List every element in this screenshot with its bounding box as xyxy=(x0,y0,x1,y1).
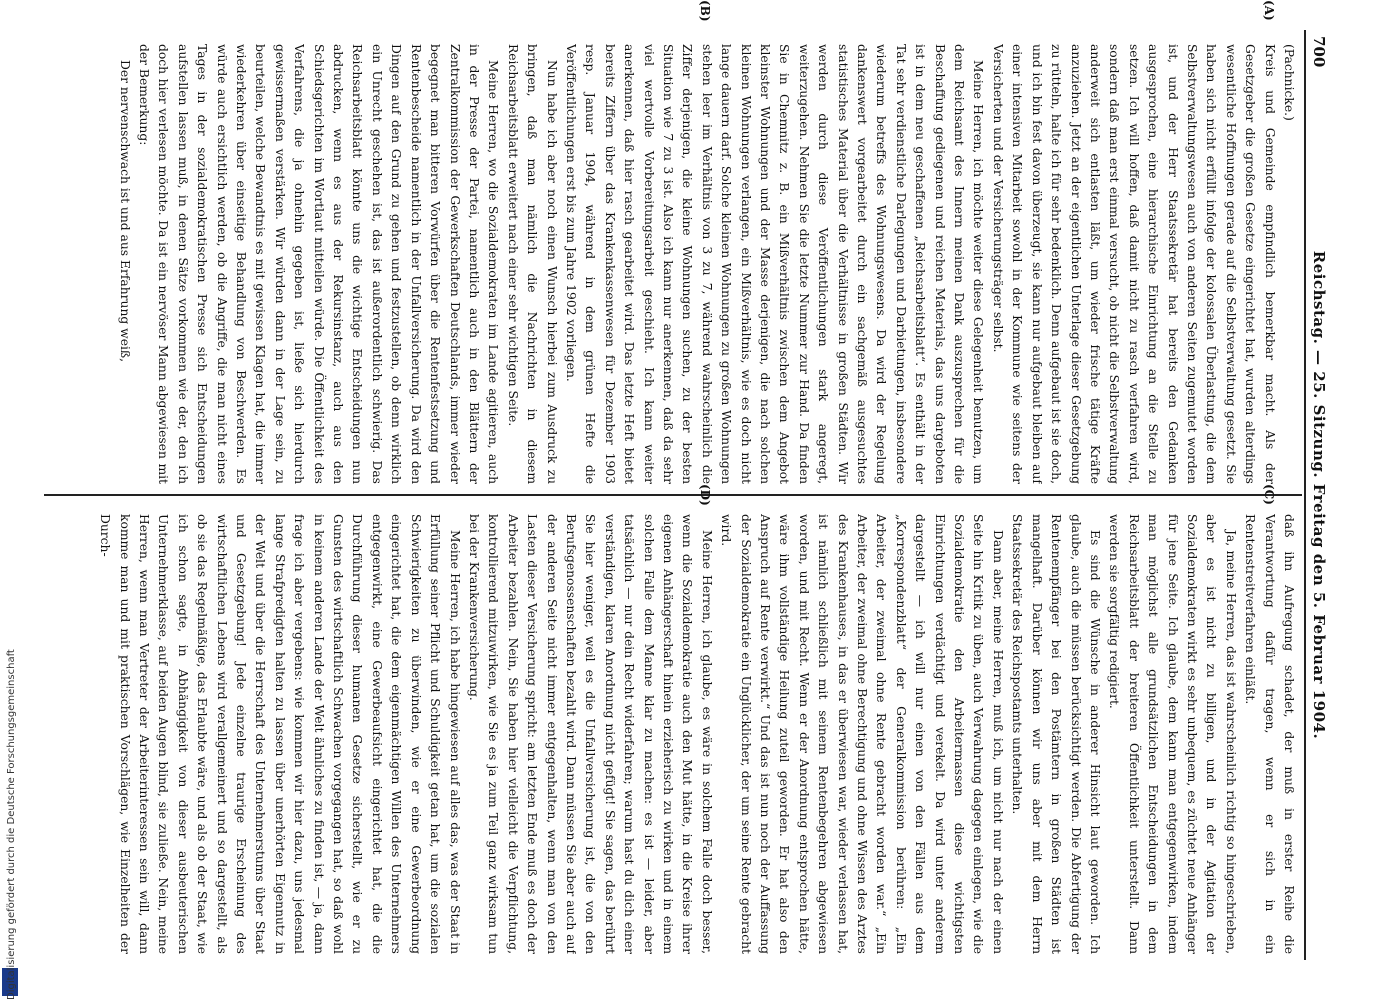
speaker-tag: (Pachnicke.) xyxy=(1282,44,1296,121)
paragraph: Ja, meine Herren, das ist wahrscheinlich richtig so hingeschrieben, aber es ist nicht zu billigen, und in der Agitation der Sozialdemokraten wirkt es sehr unbequem, es züchtet neue Anhänger für jene Seite. Ich glaube, dem kann man entgegenwirken, indem man möglichst alle grundsätzlichen Entscheidungen in dem Reichsarbeitsblatt der breiteren Öffentlichkeit unterstellt. Dann werden sie sorgfältig redigiert. xyxy=(1107,514,1238,954)
margin-marker-b: (B) xyxy=(698,0,712,22)
margin-marker-a: (A) xyxy=(1262,0,1276,21)
paragraph: Nun habe ich aber noch einen Wunsch hierbei zum Ausdruck zu bringen, daß man nämlich die Nachrichten in diesem Reichsarbeitsblatt erweitert nach einer sehr wichtigen Seite. xyxy=(505,44,559,484)
paragraph: Der nervenschwach ist und aus Erfahrung weiß, xyxy=(117,60,132,363)
page-title: Reichstag. — 25. Sitzung. Freitag den 5. Februar 1904. xyxy=(1310,250,1328,740)
left-column xyxy=(50,44,1298,484)
paragraph: Es sind die Wünsche in anderer Hinsicht laut geworden. Ich glaube, auch die müssen berücksichtigt werden. Die Abfertigung der Rentenempfänger bei den Postämtern in großen Städten ist mangelhaft. Darüber können wir uns aber mit dem Herrn Staatssekretär des Reichspostamts unterhalten. xyxy=(1010,514,1102,954)
header-rule xyxy=(1304,30,1306,960)
right-column xyxy=(50,514,1298,954)
paragraph: Meine Herren, ich habe hingewiesen auf alles das, was der Staat in Erfüllung seiner Pflicht und Schuldigkeit getan hat, um die sozialen Schwierigkeiten zu überwinden, wie er eine Gewerbeordnung eingerichtet hat, die dem eigenmächtigen Willen des Unternehmers entgegenwirkt, eine Gewerbeaufsicht eingerichtet hat, die die Durchführung dieser humanen Gesetze sicherstellt, wie er zu Gunsten des wirtschaftlich Schwachen vorgegangen hat, so daß wohl in keinem anderen Lande der Welt ähnliches zu finden ist, — ja, dann frage ich aber vergebens: wie kommen wir hier dazu, uns jedesmal lange Strafpredigten halten zu lassen über unerhörten Eigennutz in der Welt und über die Herrschaft des Unternehmerstums über Staat und Gesetzgebung! Jede einzelne traurige Erscheinung des wirtschaftlichen Lebens wird verallgemeinert und so dargestellt, als ob sie das Regelmäßige, das Erlaubte wäre, und als ob der Staat, wie ich schon sagte, in Abhängigkeit von dieser ausbeuterischen Unternehmerklasse, auf beiden Augen blind, sie zuließe. Nein, meine Herren, wenn man Vertreter der Arbeiterinteressen sein will, dann komme man und mit praktischen Vorschlägen, wie Einzelheiten der Durch- xyxy=(98,514,462,954)
newspaper-page xyxy=(40,0,1332,960)
margin-marker-c: (C) xyxy=(1262,484,1276,505)
paragraph: daß ihn Aufregung schadet, der muß in erster Reihe die Verantwortung dafür tragen, wenn er sich in ein Rentenstreitverfahren einläßt. xyxy=(1243,514,1296,954)
page-number: 700 xyxy=(1310,36,1328,68)
digitization-credit: Digitalisierung gefördert durch die Deutsche Forschungsgemeinschaft xyxy=(6,649,17,1000)
paragraph: Meine Herren, wo die Sozialdemokraten im Lande agitieren, auch in der Presse der Partei, namentlich auch in den Blättern der Zentralkommission der Gewerkschaften Deutschlands, immer wieder begegnet man bitteren Vorwürfen über die Rentenfestsetzung und Rentenbescheide namentlich in der Unfallversicherung. Da wird den Dingen auf den Grund zu gehen und festzustellen, ob denn wirklich ein Unrecht geschehen ist, das ist außerordentlich schwierig. Das Reichsarbeitsblatt könnte uns die wichtige Entscheidungen nun abdrucken, wenn es aus der Rekursinstanz, auch aus den Schiedsgerichten im Wortlaut mitteilen würde. Die Öffentlichkeit des Verfahrens, die ja ohnehin gegeben ist, ließe sich hierdurch gewissermaßen verstärken. Wir würden dann in der Lage sein, zu beurteilen, welche Bewandtnis es mit gewissen Klagen hat, die immer wiederkehren über einseitige Behandlung von Beschwerden. Es würde auch ersichtlich werden, ob die Angriffe, die man nicht eines Tages in der sozialdemokratischen Presse sich Entscheidungen aufstellen lassen muß, in denen Sätze vorkommen wie der, den ich doch hier verlesen möchte. Da ist ein nervöser Mann abgewiesen mit der Bemerkung: xyxy=(137,44,501,484)
paragraph: Kreis und Gemeinde empfindlich bemerkbar macht. Als der Gesetzgeber die großen Gesetze eingerichtet hat, wurden alterdings wesentliche Hoffnungen gerade auf die Selbstverwaltung gesetzt. Sie haben sich nicht erfüllt infolge der kolossalen Überlastung, die dem Selbstverwaltungswesen auch von anderen Seiten zugemutet worden ist, und der Herr Staatssekretär hat bereits den Gedanken ausgesprochen, eine hierarchische Einrichtung an die Stelle zu setzen. Ich will hoffen, daß damit nicht zu rasch verfahren wird, sondern daß man erst einmal versucht, ob nicht die Selbstverwaltung anderweit sich entlasten läßt, um wieder frische tätige Kräfte anzuziehen. Jetzt an der eigentlichen Unterlage dieser Gesetzgebung zu rütteln, halte ich für sehr bedenklich. Denn aufgebaut ist sie doch, und ich bin fest davon überzeugt, sie kann nur aufgebaut bleiben auf einer intensiven Mitarbeit sowohl in der Kommune wie seitens der Versicherten und der Versicherungsträger selbst. xyxy=(990,44,1277,484)
paragraph: Meine Herren, ich glaube, es wäre in solchem Falle doch besser, wenn die Sozialdemokratie auch den Mut hätte, in die Kreise ihrer eigenen Anhängerschaft hinein erzieherisch zu wirken und in einem solchen Falle dem Manne klar zu machen: es ist — leider, aber tatsächlich — nur dein Recht widerfahren; warum hast du dich einer verständigen, klaren Anordnung nicht gefügt! Sie sagen, das berührt Sie hier weniger, weil es die Unfallversicherung ist, die von den Berufsgenossenschaften bezahlt wird. Dann müssen Sie aber auch auf der anderen Seite nicht immer entgegenhalten, wenn man von den Lasten dieser Versicherung spricht: am letzten Ende muß es doch der Arbeiter bezahlen. Nein, Sie haben hier vielleicht die Verpflichtung, kontrollierend mitzuwirken, wie Sie es ja zum Teil ganz wirksam tun bei der Krankenversicherung. xyxy=(466,514,714,954)
paragraph: Dann aber, meine Herren, muß ich, um nicht nur nach der einen Seite hin Kritik zu üben, auch Verwahrung dagegen einlegen, wie die Sozialdemokratie den Arbeitermassen diese wichtigsten Einrichtungen verdächtigt und verekelt. Da wird unter anderem dargestellt — ich will nur einen von den Fällen aus dem „Korrespondenzblatt“ der Generalkommission berühren: „Ein Arbeiter, der zweimal ohne Rente gebracht worden war.“ „Ein Arbeiter, der zweimal ohne Berechtigung und ohne Wissen des Arztes des Krankenhauses, in das er überwiesen war, wieder verlassen hat, ist nämlich schließlich mit seinem Rentenbegehren abgewiesen worden, und mit Recht. Wenn er der Anordnung entsprochen hätte, wäre ihm vollständige Heilung zuteil geworden. Er hat also den Anspruch auf Rente verwirkt.“ Und das ist nun noch der Auffassung der Sozialdemokratie ein Unglücklicher, der um seine Rente gebracht wird. xyxy=(719,514,1005,954)
paragraph: Meine Herren, ich möchte weiter diese Gelegenheit benutzen, um dem Reichsamt des Innern meinen Dank auszusprechen für die Beschaffung gediegenen und reichen Materials, das uns dargeboten ist in dem neu geschaffenen „Reichsarbeitsblatt“. Es enthält in der Tat sehr verdienstliche Darlegungen und Darbietungen, insbesondere wiederum betreffs des Wohnungswesens. Da wird der Regelung dankenswert vorgearbeitet durch ein sachgemäß ausgesuchtes statistisches Material über die Verhältnisse in großen Städten. Wir werden durch diese Veröffentlichungen stark angeregt, weiterzugehen. Nehmen Sie die letzte Nummer zur Hand. Da finden Sie in Chemnitz z. B. ein Mißverhältnis zwischen dem Angebot kleinster Wohnungen und der Masse derjenigen, die nach solchen kleinen Wohnungen verlangen, ein Mißverhältnis, wie es doch nicht lange dauern darf. Solche kleinen Wohnungen zu großen Wohnungen stehen leer im Verhältnis von 3 zu 7, während wahrscheinlich die Ziffer derjenigen, die kleine Wohnungen suchen, zu der besten Situation wie 7 zu 3 ist. Also ich kann nur anerkennen, daß da sehr viel wertvolle Vorbereitungsarbeit geschieht. Ich kann weiter anerkennen, daß hier rasch gearbeitet wird. Das letzte Heft bietet bereits Ziffern über das Krankenkassenwesen für Dezember 1903 resp. Januar 1904, während in dem grünen Hefte die Veröffentlichungen erst bis zum Jahre 1902 vorliegen. xyxy=(563,44,986,484)
margin-marker-d: (D) xyxy=(698,484,712,506)
column-divider xyxy=(44,494,1302,496)
page-header xyxy=(1306,30,1332,960)
